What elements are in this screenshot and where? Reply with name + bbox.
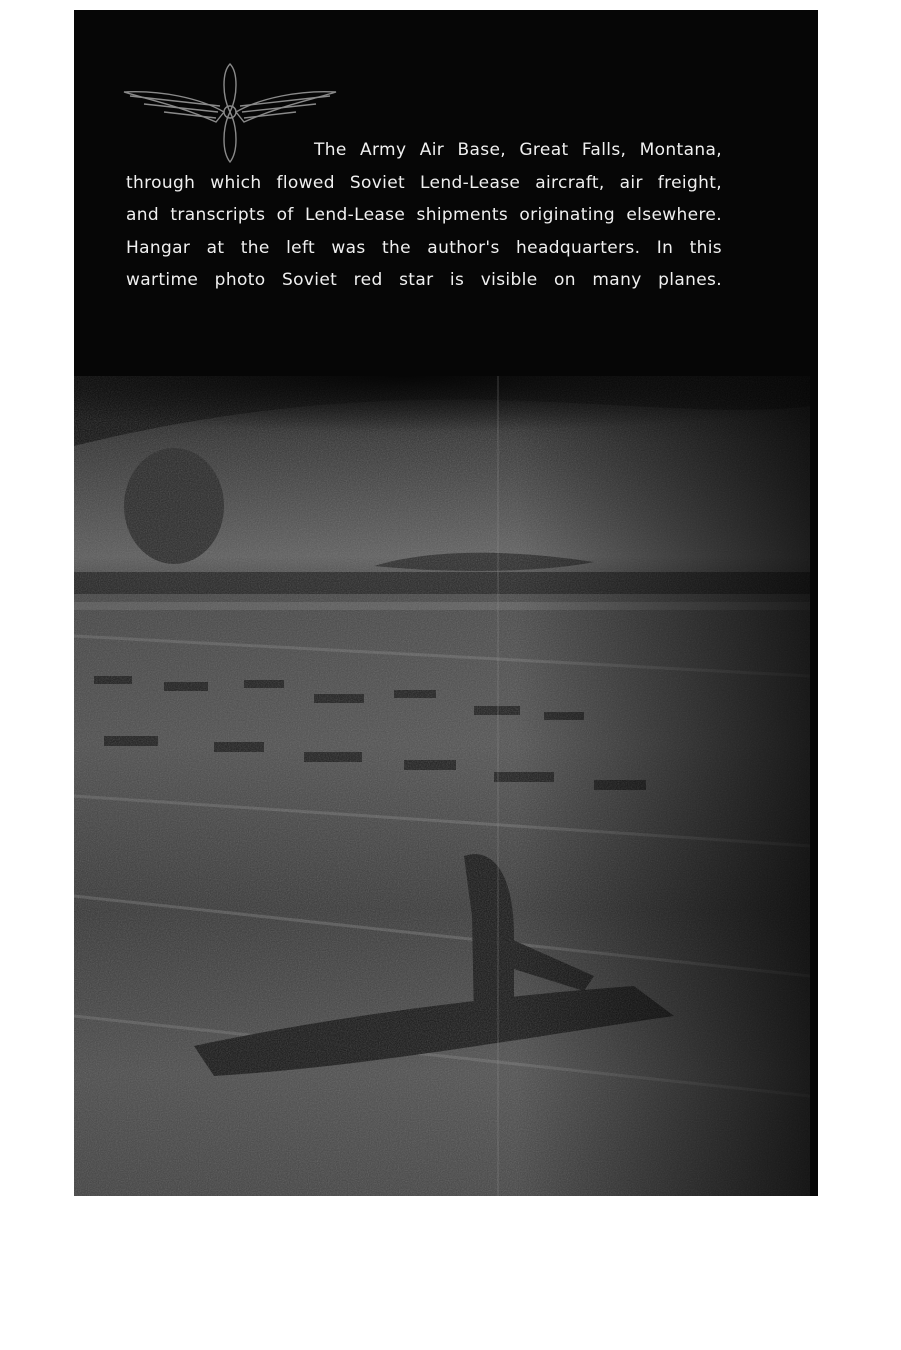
caption-line: and transcripts of Lend-Lease shipments originating elsewhere. <box>126 205 722 225</box>
airfield-photo <box>74 376 810 1196</box>
caption-line: wartime photo Soviet red star is visible on many planes. <box>126 270 722 290</box>
photo-caption <box>126 134 722 297</box>
caption-line: The Army Air Base, Great Falls, Montana, <box>314 140 722 160</box>
photo-plate <box>74 10 818 1196</box>
caption-line: Hangar at the left was the author's headquarters. In this <box>126 237 722 258</box>
caption-line: through which flowed Soviet Lend-Lease aircraft, air freight, <box>126 172 722 193</box>
